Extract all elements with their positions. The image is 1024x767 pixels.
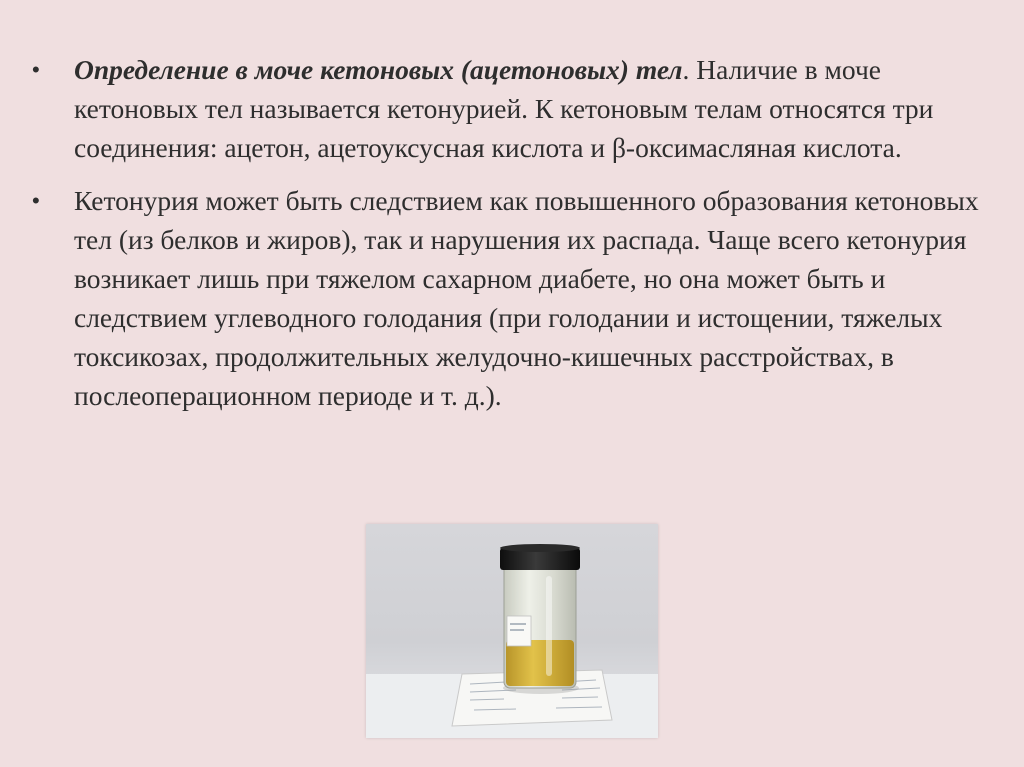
jar-liquid [506,640,574,686]
bullet-text: . Наличие в моче кетоновых тел называется кетонурией. К кетоновым телам относятся три соединения: ацетон, ацетоуксусная кислота и β-оксимасляная кислота. [74,54,934,163]
bullet-item-ketonuria [30,181,990,415]
bullet-lead-emphasis: Определение в моче кетоновых (ацетоновых) тел [74,54,683,85]
sample-jar-image [366,524,658,738]
bullet-text: Кетонурия может быть следствием как повышенного образования кетоновых тел (из белков и жиров), так и нарушения их распада. Чаще всего кетонурия возникает лишь при тяжелом сахарном диабете, но она может быть и следствием углеводного голодания (при голодании и истощении, тяжелых токсикозах, продолжительных желудочно-кишечных расстройствах, в послеоперационном периоде и т. д.). [74,185,979,411]
slide-body [30,50,990,429]
bullet-item-definition [30,50,990,167]
bullet-marker: • [32,188,40,213]
bullet-marker: • [32,57,40,82]
sample-jar-photo [366,524,658,738]
jar-label [507,616,531,646]
